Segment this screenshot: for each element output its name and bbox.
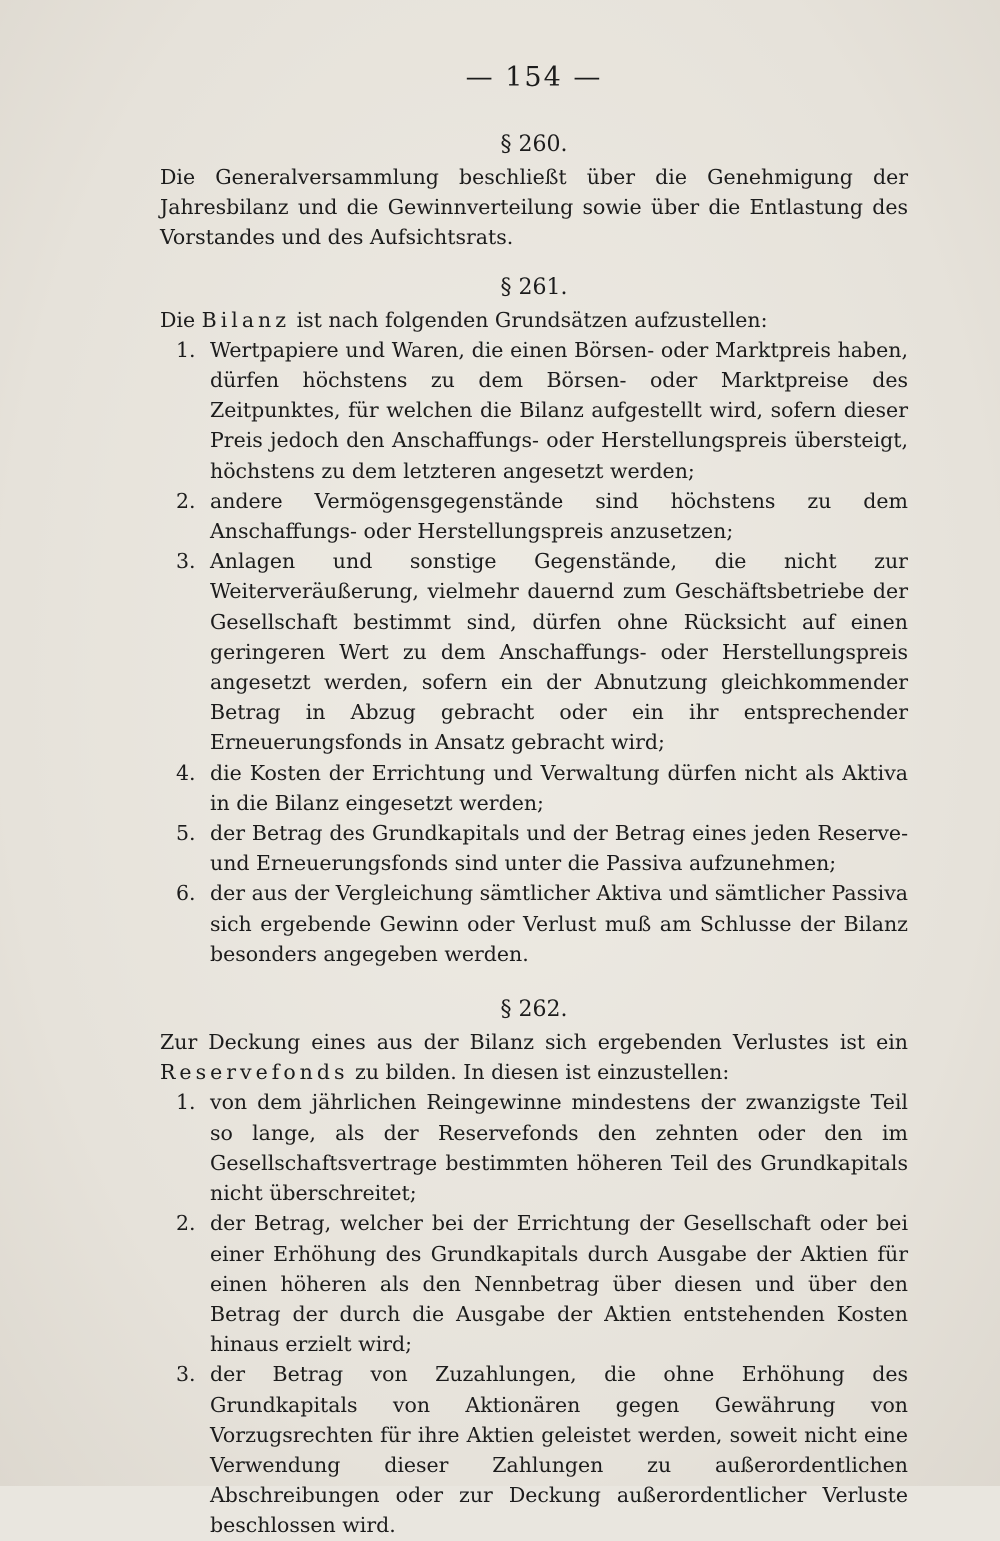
section-260-paragraph: Die Generalversammlung beschließt über die Genehmigung der Jahresbilanz und die Gewinnverteilung sowie über die Entlastung des Vorstandes und des Aufsichtsrats.	[160, 165, 908, 250]
intro-emphasis: Reservefonds	[160, 1060, 349, 1085]
list-item-number: 1.	[176, 1090, 196, 1115]
list-item-text: der Betrag von Zuzahlungen, die ohne Erhöhung des Grundkapitals von Aktionären gegen Gewährung von Vorzugsrechten für ihre Aktien geleistet werden, soweit nicht eine Verwendung dieser Zahlungen zu außerordentlichen Abschreibungen oder zur Deckung außerordentlicher Verluste beschlossen wird.	[210, 1362, 908, 1538]
section-heading-261: § 261.	[500, 274, 568, 300]
section-261-intro	[160, 305, 908, 335]
list-item-text: Wertpapiere und Waren, die einen Börsen- oder Marktpreis haben, dürfen höchstens zu dem Börsen- oder Marktpreise des Zeitpunktes, für welchen die Bilanz aufgestellt wird, sofern dieser Preis jedoch den Anschaffungs- oder Herstellungspreis übersteigt, höchstens zu dem letzteren angesetzt werden;	[210, 337, 908, 483]
section-heading-262: § 262.	[500, 997, 568, 1023]
list-item	[160, 758, 908, 818]
list-item-number: 3.	[176, 1362, 196, 1387]
section-262-intro	[160, 1027, 908, 1087]
intro-suffix: zu bilden. In diesen ist einzustellen:	[348, 1060, 730, 1085]
list-item-text: von dem jährlichen Reingewinne mindestens der zwanzigste Teil so lange, als der Reservefonds den zehnten oder den im Gesellschaftsvertrage bestimmten höheren Teil des Grundkapitals nicht überschreitet;	[210, 1090, 908, 1206]
list-item	[160, 878, 908, 969]
list-item	[160, 818, 908, 878]
list-item-number: 3.	[176, 549, 196, 574]
list-item-number: 5.	[176, 821, 196, 846]
list-item-number: 2.	[176, 488, 196, 513]
list-item-number: 2.	[176, 1211, 196, 1236]
list-item	[160, 335, 908, 486]
list-item	[160, 486, 908, 546]
intro-prefix: Die	[160, 307, 202, 332]
section-262-list	[160, 1087, 908, 1540]
list-item-number: 6.	[176, 881, 196, 906]
text-block	[160, 58, 908, 1541]
section-261-list	[160, 335, 908, 969]
list-item	[160, 1359, 908, 1540]
list-item-text: Anlagen und sonstige Gegenstände, die nicht zur Weiterveräußerung, vielmehr dauernd zum Geschäftsbetriebe der Gesellschaft bestimmt sind, dürfen ohne Rücksicht auf einen geringeren Wert zu dem Anschaffungs- oder Herstellungspreis angesetzt werden, sofern ein der Abnutzung gleichkommender Betrag in Abzug gebracht oder ein ihr entsprechender Erneuerungsfonds in Ansatz gebracht wird;	[210, 549, 908, 755]
list-item	[160, 1087, 908, 1208]
list-item-number: 4.	[176, 760, 196, 785]
list-item-text: die Kosten der Errichtung und Verwaltung dürfen nicht als Aktiva in die Bilanz eingesetzt werden;	[210, 760, 908, 815]
list-item	[160, 546, 908, 757]
page-number: — 154 —	[465, 62, 603, 93]
intro-prefix: Zur Deckung eines aus der Bilanz sich ergebenden Verlustes ist ein	[160, 1030, 908, 1055]
section-heading-260: § 260.	[500, 132, 568, 157]
list-item-number: 1.	[176, 337, 196, 362]
list-item	[160, 1208, 908, 1359]
list-item-text: der Betrag des Grundkapitals und der Betrag eines jeden Reserve- und Erneuerungsfonds sind unter die Passiva aufzunehmen;	[210, 821, 908, 876]
intro-emphasis: Bilanz	[201, 307, 291, 332]
intro-suffix: ist nach folgenden Grundsätzen aufzustellen:	[290, 307, 768, 332]
list-item-text: der Betrag, welcher bei der Errichtung der Gesellschaft oder bei einer Erhöhung des Grundkapitals durch Ausgabe der Aktien für einen höheren als den Nennbetrag über diesen und über den Betrag der durch die Ausgabe der Aktien entstehenden Kosten hinaus erzielt wird;	[210, 1211, 908, 1357]
list-item-text: der aus der Vergleichung sämtlicher Aktiva und sämtlicher Passiva sich ergebende Gewinn oder Verlust muß am Schlusse der Bilanz besonders angegeben werden.	[210, 881, 908, 966]
list-item-text: andere Vermögensgegenstände sind höchstens zu dem Anschaffungs- oder Herstellungspreis anzusetzen;	[210, 488, 908, 544]
